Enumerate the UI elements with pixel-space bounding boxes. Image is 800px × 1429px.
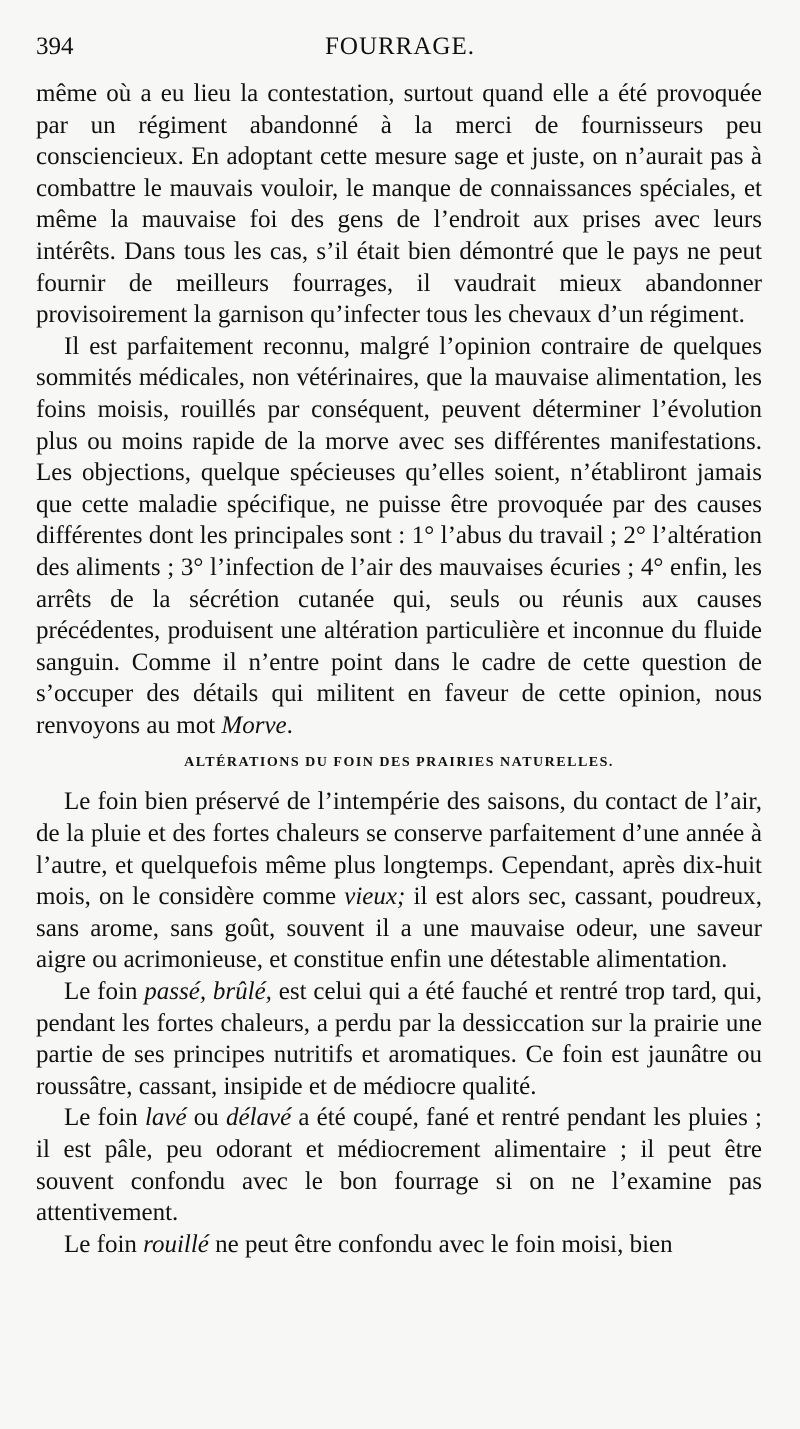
italic-term: rouillé: [143, 1230, 209, 1258]
paragraph-lave: [36, 1102, 762, 1228]
paragraph-text: Le foin: [64, 1104, 145, 1132]
paragraph-text: même où a eu lieu la contestation, surtout quand elle a été provoquée par un régiment abandonné à la merci de fournisseurs peu consciencieux. En adoptant cette mesure sage et juste, on n’aurait pas à combattre le mauvais vouloir, le manque de connaissances spéciales, et même la mauvaise foi des gens de l’endroit aux prises avec leurs intérêts. Dans tous les cas, s’il était bien démontré que le pays ne peut fournir de meilleurs fourrages, il vaudrait mieux abandonner provisoirement la garnison qu’infecter tous les chevaux d’un régiment.: [36, 80, 762, 329]
paragraph-text: .: [286, 711, 293, 739]
running-head: FOURRAGE.: [325, 33, 475, 60]
italic-term: délavé: [225, 1104, 292, 1132]
italic-term: passé, brûlé,: [144, 978, 272, 1006]
paragraph-text: Le foin: [64, 978, 145, 1006]
page-number: 394: [36, 33, 74, 60]
italic-term: vieux;: [344, 883, 406, 911]
paragraph-text: est celui qui a été fauché et rentré trop tard, qui, pendant les fortes chaleurs, a perdu par la dessiccation sur la prairie une partie de ses principes nutritifs et aromatiques. Ce foin est jaunâtre ou roussâtre, cassant, insipide et de médiocre qualité.: [36, 978, 762, 1100]
paragraph-text: Il est parfaitement reconnu, malgré l’opinion contraire de quelques sommités médicales, non vétérinaires, que la mauvaise alimentation, les foins moisis, rouillés par conséquent, peuvent déterminer l’évolution plus ou moins rapide de la morve avec ses différentes manifestations. Les objections, quelque spécieuses qu’elles soient, n’établiront jamais que cette maladie spécifique, ne puisse être provoquée par des causes différentes dont les principales sont : 1° l’abus du travail ; 2° l’altération des aliments ; 3° l’infection de l’air des mauvaises écuries ; 4° enfin, les arrêts de la sécrétion cutanée qui, seuls ou réunis aux causes précédentes, produisent une altération particulière et inconnue du fluide sanguin. Comme il n’entre point dans le cadre de cette question de s’occuper des détails qui militent en faveur de cette opinion, nous renvoyons au mot: [36, 332, 762, 739]
italic-term: Morve: [221, 711, 287, 739]
italic-term: lavé: [144, 1104, 187, 1132]
paragraph-text: ou: [186, 1104, 226, 1132]
paragraph-text: a été coupé, fané et rentré pendant les pluies ; il est pâle, peu odorant et médiocrement alimentaire ; il peut être souvent confondu avec le bon fourrage si on ne l’examine pas attentivement.: [36, 1104, 762, 1227]
paragraph-continued: [36, 78, 762, 331]
paragraph-vieux: [36, 786, 762, 976]
paragraph-morve: [36, 331, 762, 742]
page-body: [36, 78, 762, 1260]
section-heading: ALTÉRATIONS DU FOIN DES PRAIRIES NATURELLES.: [184, 755, 614, 771]
paragraph-text: Le foin: [64, 1230, 144, 1258]
paragraph-text: il est alors sec, cassant, poudreux, sans arome, sans goût, souvent il a une mauvaise odeur, une saveur aigre ou acrimonieuse, et constitue enfin une détestable alimentation.: [36, 883, 762, 974]
paragraph-text: Le foin bien préservé de l’intempérie des saisons, du contact de l’air, de la pluie et des fortes chaleurs se conserve parfaitement d’une année à l’autre, et quelquefois même plus longtemps. Cependant, après dix-huit mois, on le considère comme: [36, 788, 762, 911]
paragraph-rouille: [36, 1229, 762, 1261]
paragraph-passe-brule: [36, 976, 762, 1102]
paragraph-text: ne peut être confondu avec le foin moisi, bien: [208, 1230, 673, 1258]
page-header: [36, 30, 764, 64]
